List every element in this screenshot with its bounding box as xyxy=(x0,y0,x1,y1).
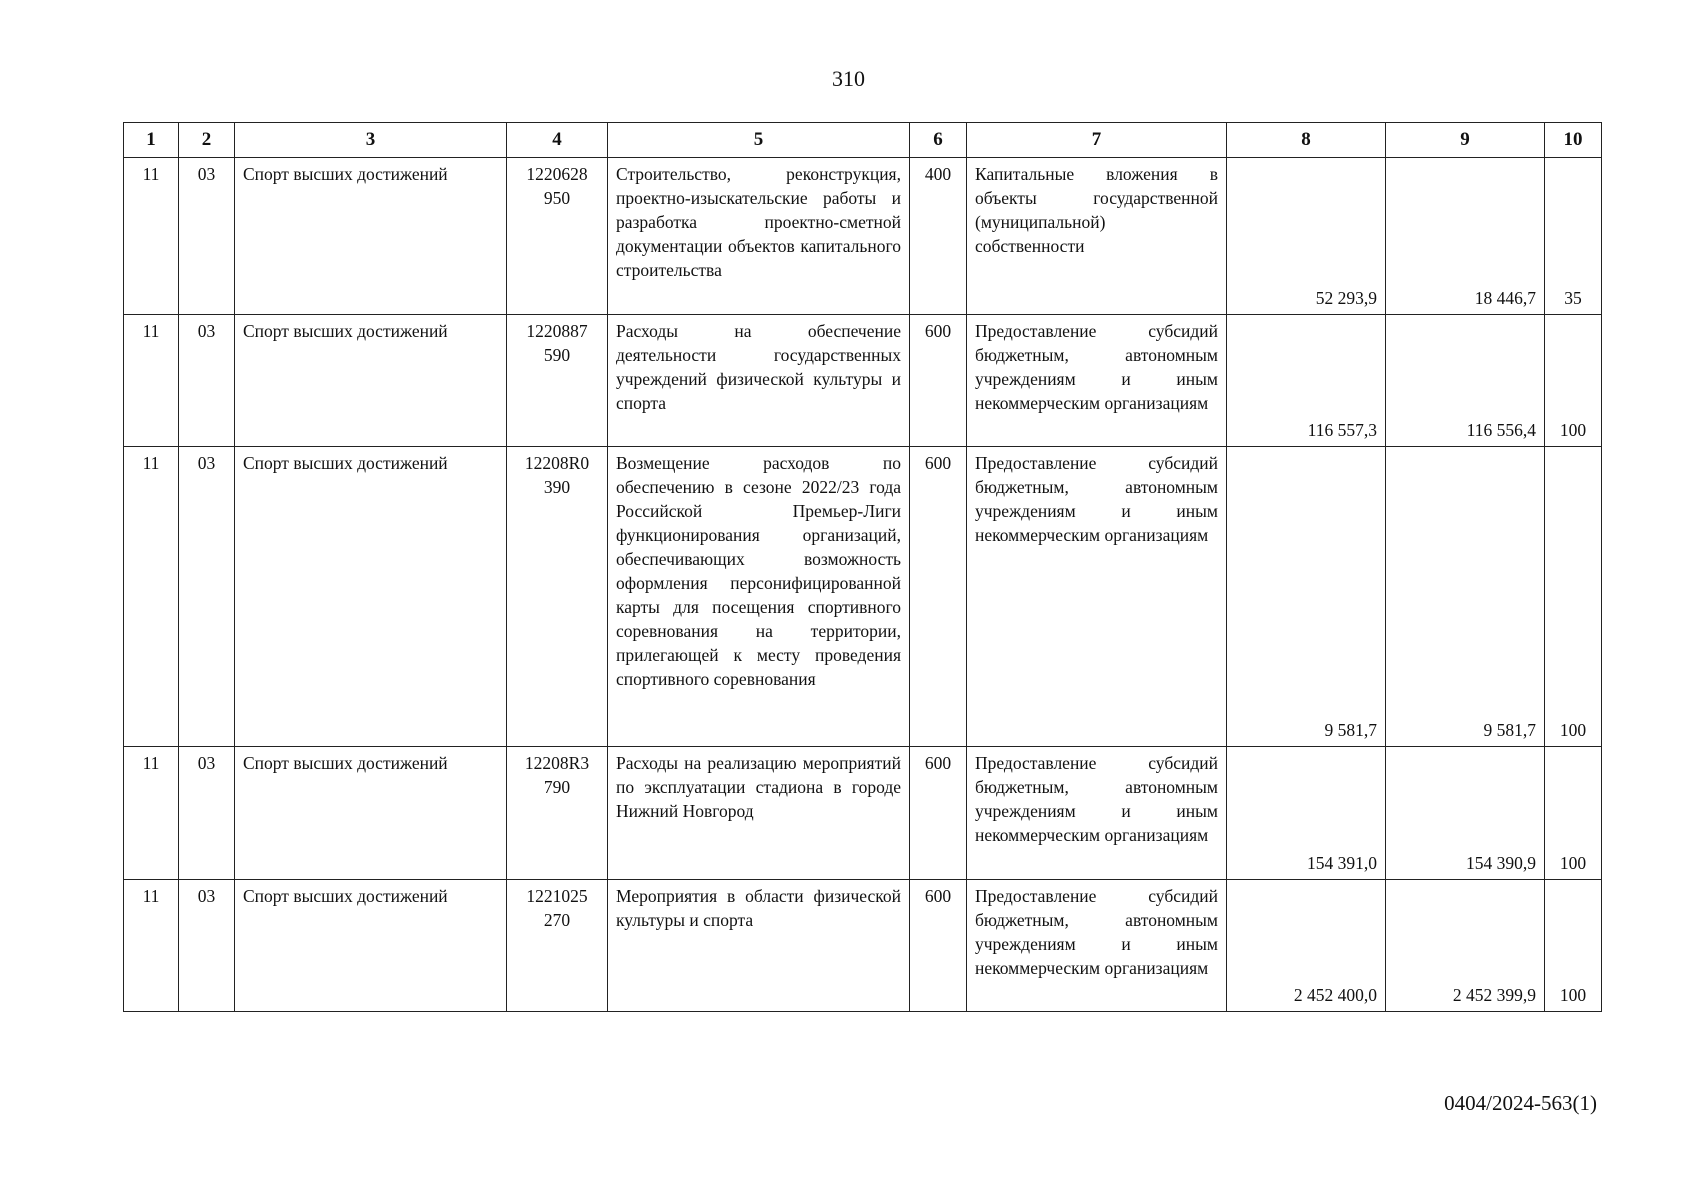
budget-table xyxy=(123,122,1602,1012)
target-article-code: 12208R3 790 xyxy=(507,747,608,880)
subsection-name: Спорт высших достижений xyxy=(235,880,507,1012)
header-cell: 8 xyxy=(1227,123,1386,158)
table-row xyxy=(124,158,1602,315)
subsection-name: Спорт высших достижений xyxy=(235,315,507,447)
target-article-code: 1221025 270 xyxy=(507,880,608,1012)
expense-description: Мероприятия в области физической культуры и спорта xyxy=(608,880,910,1012)
planned-amount: 154 391,0 xyxy=(1227,747,1386,880)
actual-amount: 2 452 399,9 xyxy=(1386,880,1545,1012)
planned-amount: 9 581,7 xyxy=(1227,447,1386,747)
table-row xyxy=(124,447,1602,747)
expense-type-code: 600 xyxy=(910,880,967,1012)
header-cell: 1 xyxy=(124,123,179,158)
planned-amount: 2 452 400,0 xyxy=(1227,880,1386,1012)
subsection-name: Спорт высших достижений xyxy=(235,447,507,747)
subsection-code: 03 xyxy=(179,158,235,315)
expense-type-code: 400 xyxy=(910,158,967,315)
subsection-name: Спорт высших достижений xyxy=(235,158,507,315)
document-reference: 0404/2024-563(1) xyxy=(1444,1091,1597,1115)
section-code: 11 xyxy=(124,158,179,315)
page-number: 310 xyxy=(832,66,865,91)
subsection-name: Спорт высших достижений xyxy=(235,747,507,880)
header-cell: 10 xyxy=(1545,123,1602,158)
target-article-code: 1220887 590 xyxy=(507,315,608,447)
expense-type-name: Предоставление субсидий бюджетным, автономным учреждениям и иным некоммерческим организациям xyxy=(967,747,1227,880)
expense-description: Возмещение расходов по обеспечению в сезоне 2022/23 года Российской Премьер-Лиги функционирования организаций, обеспечивающих возможность оформления персонифицированной карты для посещения спортивного соревнования на территории, прилегающей к месту проведения спортивного соревнования xyxy=(608,447,910,747)
subsection-code: 03 xyxy=(179,315,235,447)
header-cell: 9 xyxy=(1386,123,1545,158)
subsection-code: 03 xyxy=(179,447,235,747)
section-code: 11 xyxy=(124,747,179,880)
header-cell: 5 xyxy=(608,123,910,158)
expense-type-name: Предоставление субсидий бюджетным, автономным учреждениям и иным некоммерческим организациям xyxy=(967,447,1227,747)
subsection-code: 03 xyxy=(179,880,235,1012)
actual-amount: 154 390,9 xyxy=(1386,747,1545,880)
execution-percent: 100 xyxy=(1545,315,1602,447)
target-article-code: 12208R0 390 xyxy=(507,447,608,747)
section-code: 11 xyxy=(124,880,179,1012)
expense-description: Расходы на обеспечение деятельности государственных учреждений физической культуры и спорта xyxy=(608,315,910,447)
table-row xyxy=(124,315,1602,447)
target-article-code: 1220628 950 xyxy=(507,158,608,315)
planned-amount: 52 293,9 xyxy=(1227,158,1386,315)
header-cell: 4 xyxy=(507,123,608,158)
execution-percent: 35 xyxy=(1545,158,1602,315)
header-cell: 3 xyxy=(235,123,507,158)
header-cell: 2 xyxy=(179,123,235,158)
header-row xyxy=(124,123,1602,158)
section-code: 11 xyxy=(124,447,179,747)
header-cell: 6 xyxy=(910,123,967,158)
expense-type-name: Капитальные вложения в объекты государственной (муниципальной) собственности xyxy=(967,158,1227,315)
actual-amount: 18 446,7 xyxy=(1386,158,1545,315)
expense-type-name: Предоставление субсидий бюджетным, автономным учреждениям и иным некоммерческим организациям xyxy=(967,880,1227,1012)
execution-percent: 100 xyxy=(1545,447,1602,747)
expense-description: Строительство, реконструкция, проектно-изыскательские работы и разработка проектно-сметной документации объектов капитального строительства xyxy=(608,158,910,315)
expense-type-code: 600 xyxy=(910,447,967,747)
expense-type-code: 600 xyxy=(910,315,967,447)
execution-percent: 100 xyxy=(1545,880,1602,1012)
subsection-code: 03 xyxy=(179,747,235,880)
table-row xyxy=(124,747,1602,880)
section-code: 11 xyxy=(124,315,179,447)
expense-description: Расходы на реализацию мероприятий по эксплуатации стадиона в городе Нижний Новгород xyxy=(608,747,910,880)
actual-amount: 9 581,7 xyxy=(1386,447,1545,747)
expense-type-name: Предоставление субсидий бюджетным, автономным учреждениям и иным некоммерческим организациям xyxy=(967,315,1227,447)
actual-amount: 116 556,4 xyxy=(1386,315,1545,447)
execution-percent: 100 xyxy=(1545,747,1602,880)
expense-type-code: 600 xyxy=(910,747,967,880)
header-cell: 7 xyxy=(967,123,1227,158)
table-row xyxy=(124,880,1602,1012)
planned-amount: 116 557,3 xyxy=(1227,315,1386,447)
